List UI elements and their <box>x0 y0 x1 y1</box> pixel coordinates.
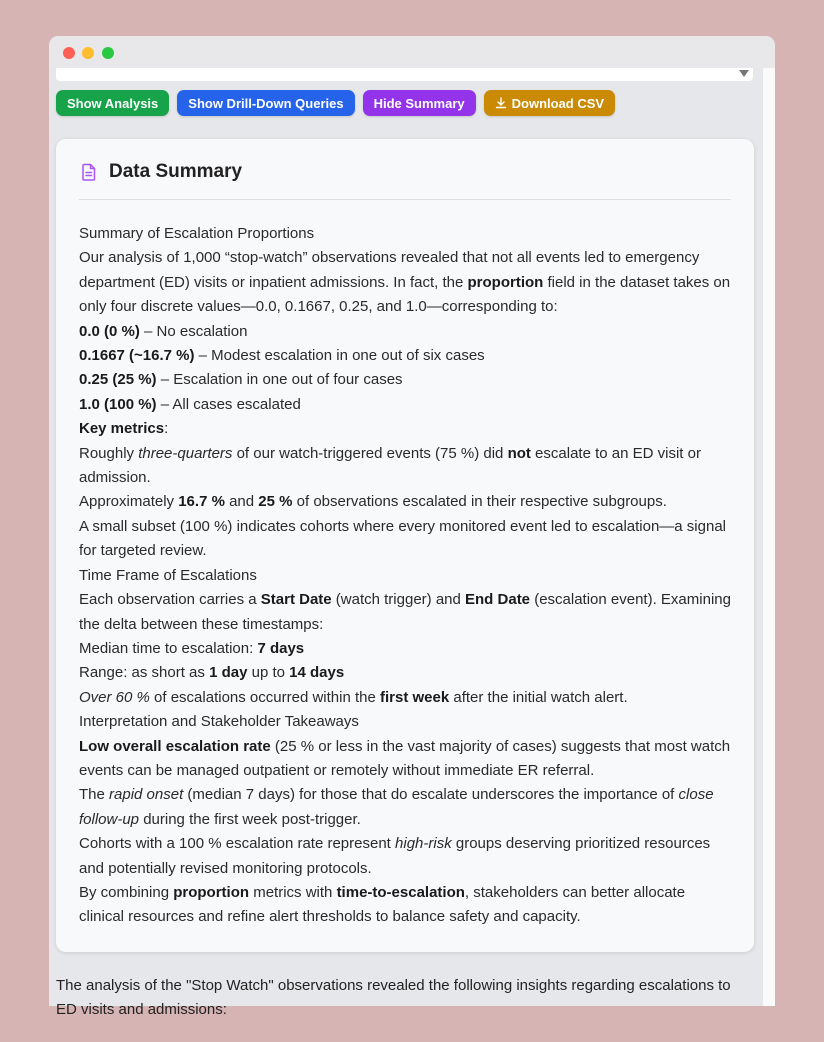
bold-text: proportion <box>467 273 544 291</box>
analysis-text: The analysis of the "Stop Watch" observations revealed the following insights regarding escalations to ED visits and admissions: <box>56 977 731 1018</box>
show-drilldown-queries-button[interactable] <box>177 90 354 116</box>
text-run: Each observation carries a <box>79 591 261 609</box>
text-run: after the initial watch alert. <box>449 688 628 706</box>
text-run: Summary of Escalation Proportions <box>79 225 315 242</box>
text-run: Approximately <box>79 493 179 511</box>
summary-paragraph <box>79 246 731 319</box>
summary-paragraph <box>79 344 731 368</box>
summary-body <box>79 200 731 930</box>
text-run: Cohorts with a 100 % escalation rate represent <box>79 835 396 853</box>
text-run: – Modest escalation in one out of six cases <box>194 347 485 365</box>
summary-paragraph <box>79 320 731 344</box>
bold-text: not <box>507 444 531 462</box>
bold-text: Start Date <box>260 591 332 609</box>
summary-paragraph <box>79 686 731 710</box>
scrollbar[interactable] <box>763 68 775 1006</box>
text-run: Our analysis of 1,000 “stop-watch” observations revealed that not all events led to emergency department (ED) visits or inpatient admissions. In fact, the <box>79 249 700 291</box>
summary-paragraph <box>79 881 731 930</box>
text-run: Range: as short as <box>79 664 210 682</box>
text-run: – No escalation <box>139 322 248 340</box>
bold-text: Low overall escalation rate <box>79 737 271 755</box>
summary-paragraph <box>79 490 731 514</box>
italic-text: three-quarters <box>138 444 233 462</box>
summary-paragraph <box>79 368 731 392</box>
summary-paragraph <box>79 735 731 784</box>
text-run: Roughly <box>79 444 139 462</box>
bold-text: End Date <box>465 591 531 609</box>
summary-paragraph <box>79 832 731 881</box>
italic-text: high-risk <box>395 835 452 853</box>
close-window-button[interactable] <box>63 47 75 59</box>
maximize-window-button[interactable] <box>102 47 114 59</box>
summary-paragraph <box>79 393 731 417</box>
text-run: (median 7 days) for those that do escalate underscores the importance of <box>183 786 679 804</box>
app-window <box>49 36 775 1018</box>
hide-summary-label: Hide Summary <box>373 95 465 111</box>
text-run: – All cases escalated <box>156 395 301 413</box>
show-drilldown-label: Show Drill-Down Queries <box>188 95 344 111</box>
title-bar <box>49 36 775 68</box>
bold-text: 1.0 (100 %) <box>79 395 157 413</box>
document-icon <box>79 162 99 182</box>
summary-paragraph <box>79 588 731 637</box>
caret-down-icon[interactable] <box>739 70 749 77</box>
text-run: : <box>164 420 169 438</box>
bold-text: 25 % <box>258 493 293 511</box>
text-run: (25 % or less in the vast majority of cases) suggests that most watch events can be managed outpatient or remotely without immediate ER referral. <box>79 737 731 779</box>
text-run: Time Frame of Escalations <box>79 566 257 584</box>
text-run: By combining <box>79 883 174 901</box>
text-run: of escalations occurred within the <box>149 688 380 706</box>
text-run: groups deserving prioritized resources and potentially revised monitoring protocols. <box>79 835 711 877</box>
text-run: of our watch-triggered events (75 %) did <box>232 444 508 462</box>
bold-text: proportion <box>173 883 250 901</box>
text-run: field in the dataset takes on only four discrete values—0.0, 0.1667, 0.25, and 1.0—corresponding to: <box>79 273 731 316</box>
summary-paragraph <box>79 783 731 832</box>
summary-paragraph <box>79 515 731 564</box>
hide-summary-button[interactable] <box>363 90 476 116</box>
bold-text: Key metrics <box>79 420 165 438</box>
text-run: A small subset (100 %) indicates cohorts where every monitored event led to escalation—a signal for targeted review. <box>79 517 726 560</box>
summary-paragraph <box>79 222 731 246</box>
summary-paragraph <box>79 637 731 661</box>
summary-header <box>79 139 731 200</box>
text-run: escalate to an ED visit or admission. <box>79 444 701 487</box>
summary-paragraph <box>79 564 731 588</box>
summary-paragraph <box>79 661 731 685</box>
text-run: The <box>79 786 110 804</box>
summary-paragraph <box>79 417 731 441</box>
bold-text: first week <box>380 688 450 706</box>
text-run: (escalation event). Examining the delta between these timestamps: <box>79 591 731 633</box>
italic-text: Over 60 % <box>79 688 150 706</box>
text-run: metrics with <box>249 883 337 901</box>
italic-text: rapid onset <box>109 786 184 804</box>
data-summary-card <box>56 139 754 952</box>
text-run: up to <box>247 664 290 682</box>
italic-text: close follow-up <box>79 786 714 828</box>
text-run: , stakeholders can better allocate clinical resources and refine alert thresholds to balance safety and capacity. <box>79 883 686 926</box>
download-csv-label: Download CSV <box>511 95 605 111</box>
summary-paragraph <box>79 710 731 734</box>
text-run: Interpretation and Stakeholder Takeaways <box>79 713 359 731</box>
text-run: – Escalation in one out of four cases <box>156 371 403 389</box>
text-run: Median time to escalation: <box>79 639 258 657</box>
bold-text: 0.25 (25 %) <box>79 371 157 389</box>
text-run: during the first week post-trigger. <box>139 810 361 828</box>
bold-text: 16.7 % <box>178 493 225 511</box>
bold-text: 14 days <box>289 664 345 682</box>
show-analysis-label: Show Analysis <box>67 95 159 111</box>
bold-text: 0.0 (0 %) <box>79 322 140 340</box>
minimize-window-button[interactable] <box>82 47 94 59</box>
bold-text: 7 days <box>257 639 305 657</box>
download-icon <box>495 97 507 109</box>
dropdown-select[interactable] <box>56 68 753 81</box>
main-content <box>49 68 763 1018</box>
summary-title: Data Summary <box>109 161 243 182</box>
bold-text: 0.1667 (~16.7 %) <box>79 347 195 365</box>
text-run: and <box>224 493 259 511</box>
action-toolbar <box>56 90 615 116</box>
summary-paragraph <box>79 442 731 491</box>
download-csv-button[interactable] <box>484 90 615 116</box>
bold-text: 1 day <box>209 664 248 682</box>
show-analysis-button[interactable] <box>56 90 169 116</box>
text-run: (watch trigger) and <box>331 591 466 609</box>
bold-text: time-to-escalation <box>336 883 465 901</box>
text-run: of observations escalated in their respective subgroups. <box>292 493 667 511</box>
